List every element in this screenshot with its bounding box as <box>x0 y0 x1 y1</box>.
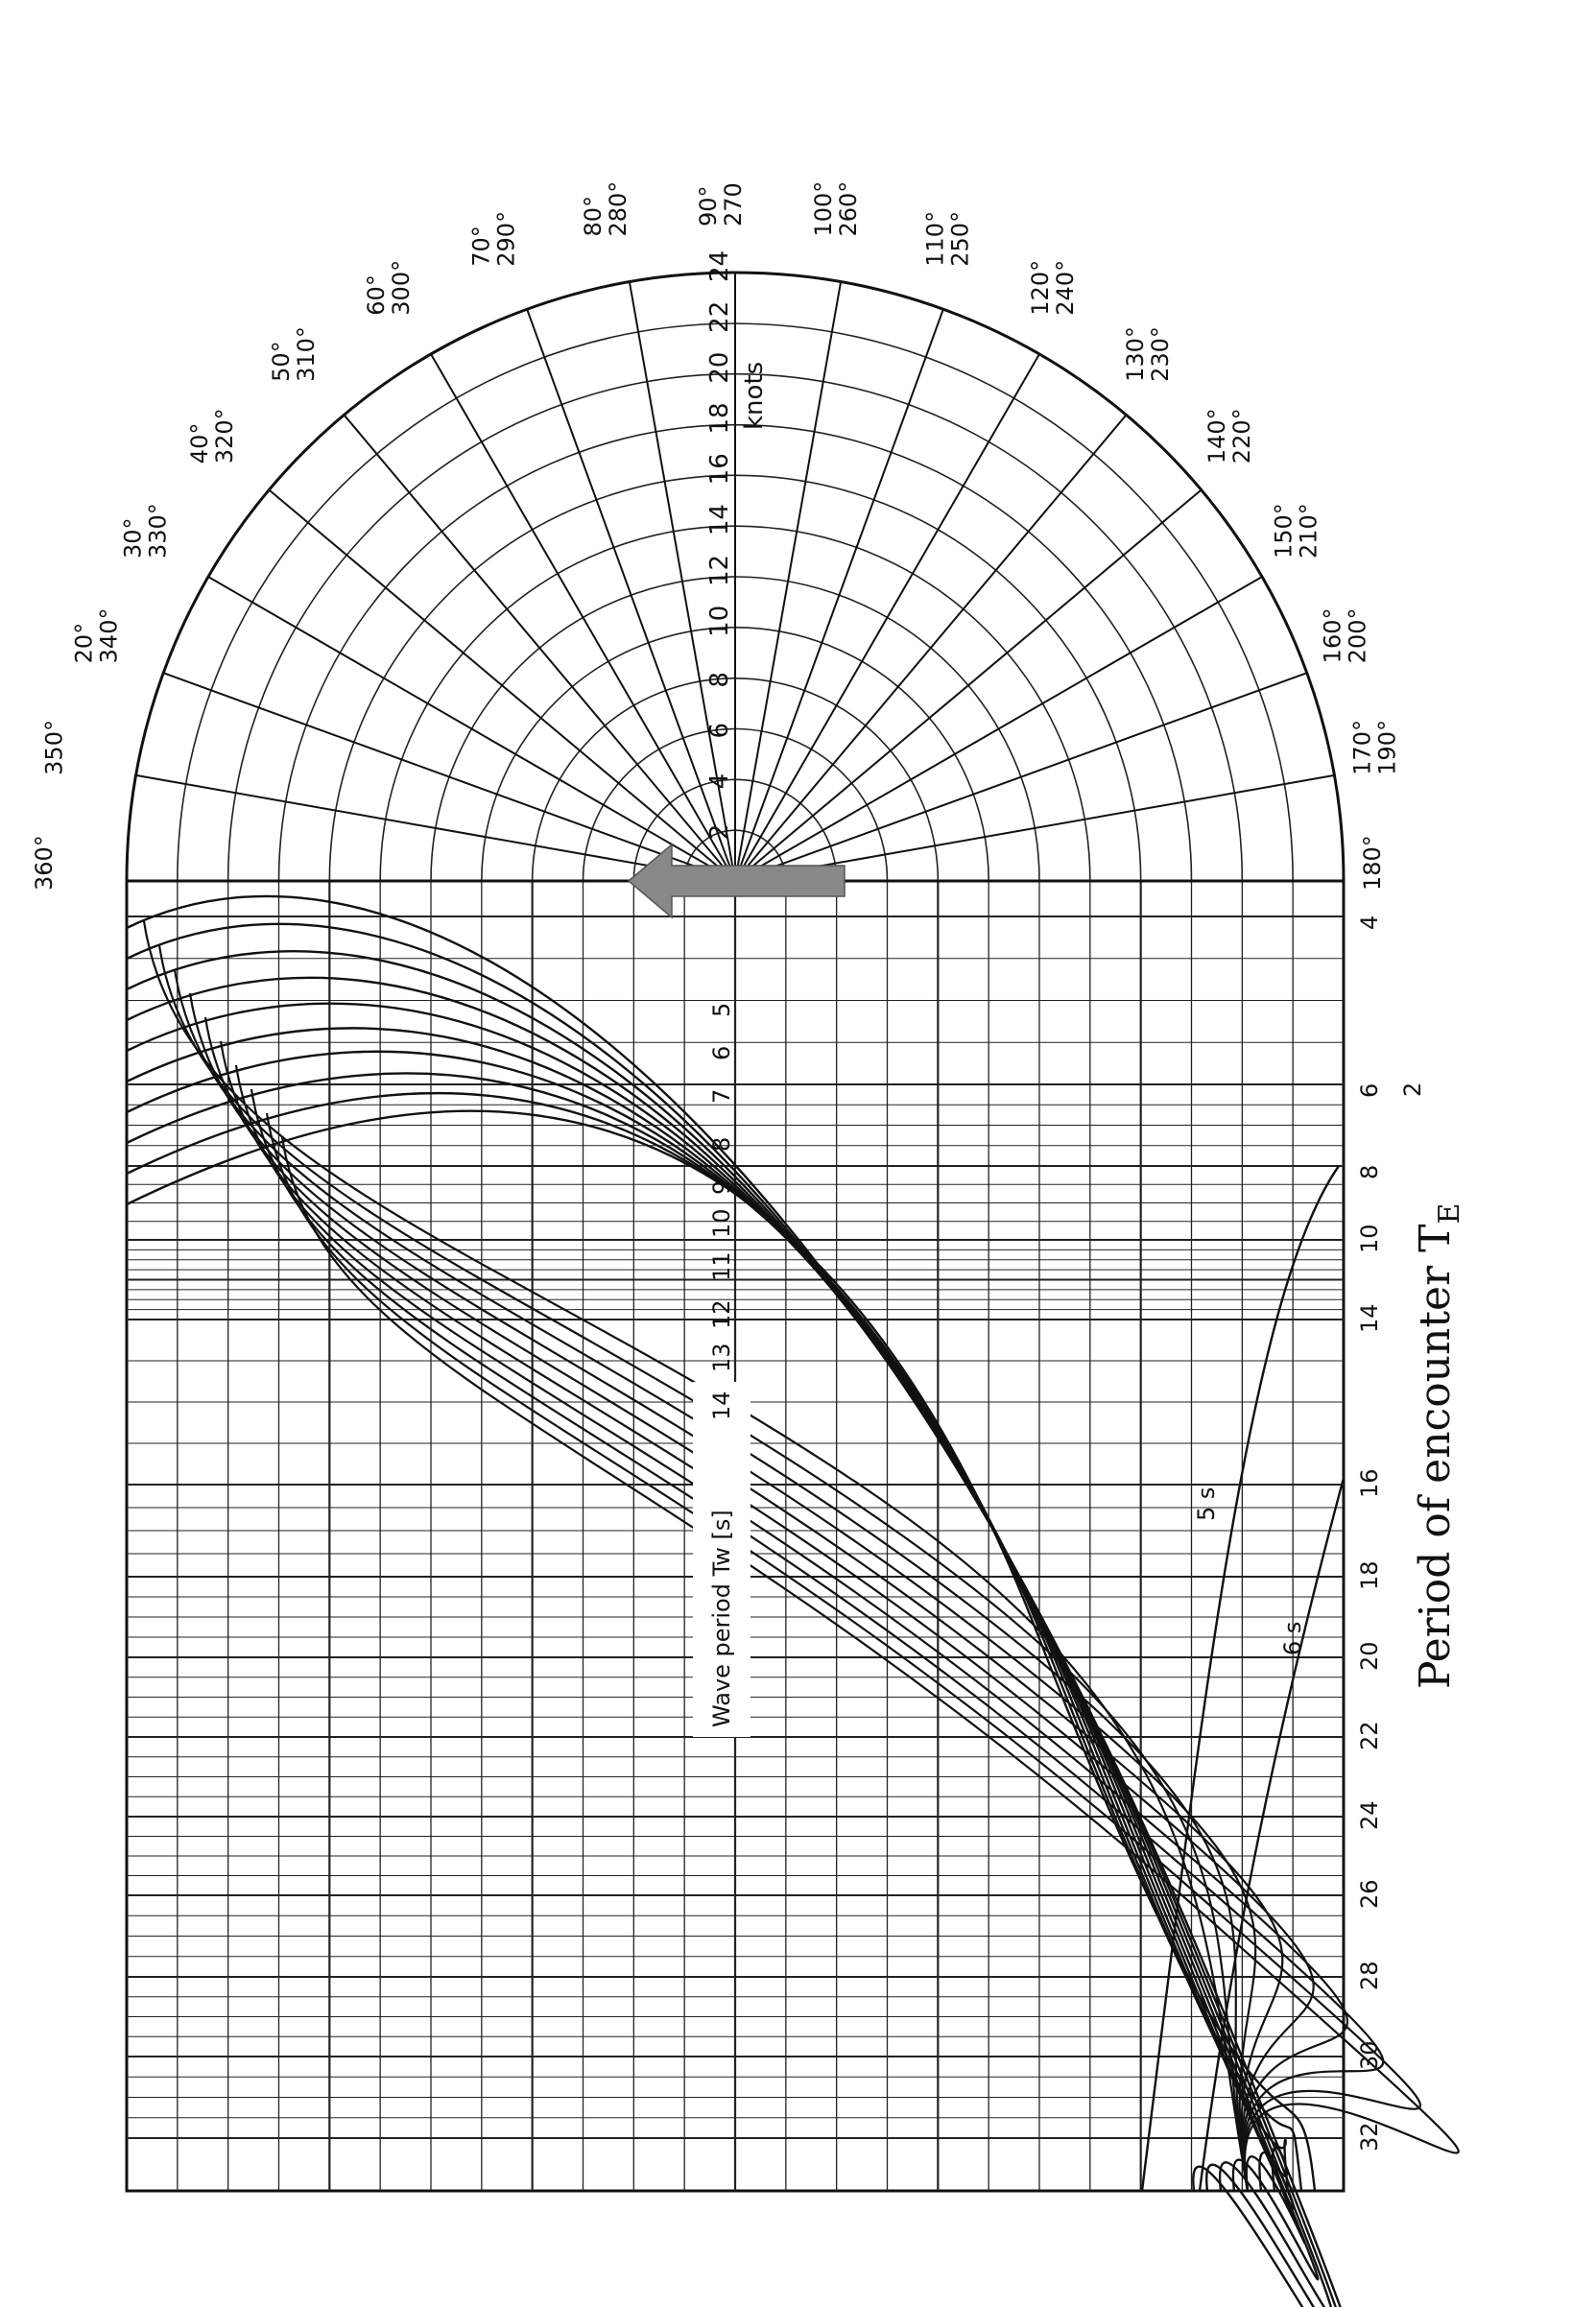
direction-label: 110° <box>921 210 949 267</box>
direction-label: 130° <box>1121 326 1149 382</box>
speed-label: 16 <box>705 453 734 486</box>
wave-period-value: 5 <box>708 1002 735 1017</box>
speed-label: 10 <box>705 605 734 637</box>
period-tick-label: 8 <box>1356 1164 1383 1179</box>
period-tick-label: 6 <box>1356 1082 1383 1098</box>
wave-period-value: 11 <box>708 1251 735 1281</box>
wave-period-value: 10 <box>708 1208 735 1238</box>
period-tick-label: 32 <box>1356 2122 1383 2152</box>
direction-label: 320° <box>210 408 238 464</box>
period-tick-label: 10 <box>1356 1224 1383 1253</box>
direction-label: 210° <box>1295 503 1322 559</box>
wave-period-value: 13 <box>708 1343 735 1372</box>
speed-label: 18 <box>705 402 734 435</box>
speed-label: 6 <box>705 722 734 739</box>
x-axis-title: Period of encounter $T_E$ <box>1411 1202 1466 1689</box>
wave-curve <box>267 1113 1420 2191</box>
direction-label: 30° <box>119 517 147 559</box>
speed-label: 12 <box>705 554 734 586</box>
direction-ray <box>527 309 735 881</box>
direction-ray <box>735 673 1307 881</box>
curve-label-6s: 6 s <box>1279 1621 1306 1655</box>
speed-label: 8 <box>705 672 734 688</box>
speed-unit-label: knots <box>740 361 769 430</box>
wave-period-value: 7 <box>708 1088 735 1104</box>
direction-ray <box>163 673 735 881</box>
wave-period-value: 6 <box>708 1045 735 1060</box>
direction-label: 120° <box>1027 259 1054 316</box>
period-tick-label: 4 <box>1356 915 1383 930</box>
curve-label-5s: 5 s <box>1193 1486 1220 1521</box>
direction-label: 350° <box>40 720 68 775</box>
direction-label: 20° <box>70 622 98 664</box>
wave-direction-arrow <box>629 844 845 917</box>
wave-period-value: 14 <box>708 1391 735 1420</box>
direction-label: 180° <box>1359 835 1386 891</box>
period-tick-label: 16 <box>1356 1468 1383 1498</box>
direction-label: 170° <box>1348 720 1376 775</box>
direction-label: 360° <box>31 835 58 891</box>
direction-label: 40° <box>185 422 213 464</box>
arrow-shape <box>629 844 845 917</box>
direction-label: 160° <box>1319 607 1346 664</box>
direction-label: 250° <box>946 210 974 267</box>
direction-label: 190° <box>1373 720 1401 775</box>
period-tick-label: 26 <box>1356 1879 1383 1909</box>
speed-label: 14 <box>705 504 734 536</box>
speed-label: 2 <box>705 823 734 841</box>
curve-6s <box>1200 1478 1344 2191</box>
direction-label: 220° <box>1228 408 1256 464</box>
speed-label: 20 <box>705 351 734 384</box>
period-tick-label: 18 <box>1356 1560 1383 1590</box>
direction-label: 300° <box>388 259 415 316</box>
speed-label: 24 <box>705 250 734 282</box>
direction-label: 100° <box>810 180 838 237</box>
curves <box>127 896 1459 2307</box>
direction-label: 70° <box>467 226 495 267</box>
direction-label: 90° <box>695 185 722 226</box>
direction-label: 200° <box>1344 607 1371 664</box>
direction-label: 60° <box>363 274 390 316</box>
x-axis-symbol: T <box>1411 1224 1460 1252</box>
direction-label: 280° <box>604 180 631 237</box>
direction-label: 230° <box>1146 326 1174 382</box>
period-tick-label: 14 <box>1356 1303 1383 1333</box>
direction-label: 260° <box>835 180 863 237</box>
speed-label: 22 <box>705 300 734 333</box>
period-tick-label: 28 <box>1356 1961 1383 1990</box>
period-tick-label: 24 <box>1356 1800 1383 1830</box>
wave-period-value: 9 <box>708 1179 735 1195</box>
direction-label: 310° <box>293 326 321 382</box>
direction-label: 80° <box>579 195 607 237</box>
wave-period-value: 12 <box>708 1299 735 1329</box>
direction-label: 240° <box>1052 259 1079 316</box>
x-axis-subscript: E <box>1433 1202 1466 1225</box>
wave-period-value: 8 <box>708 1136 735 1152</box>
direction-label: 140° <box>1203 408 1231 464</box>
period-tick-label: 20 <box>1356 1641 1383 1671</box>
direction-label: 150° <box>1270 503 1298 559</box>
direction-label: 50° <box>268 341 296 382</box>
wave-period-label: Wave period Tw [s] <box>708 1510 735 1727</box>
direction-label: 340° <box>95 607 123 664</box>
period-extra-tick: 2 <box>1399 1082 1426 1097</box>
direction-label: 290° <box>492 210 520 267</box>
period-tick-label: 30 <box>1356 2040 1383 2070</box>
speed-label: 4 <box>705 773 734 790</box>
period-tick-label: 22 <box>1356 1721 1383 1750</box>
direction-label: 270 <box>720 182 747 226</box>
direction-label: 330° <box>144 503 172 559</box>
